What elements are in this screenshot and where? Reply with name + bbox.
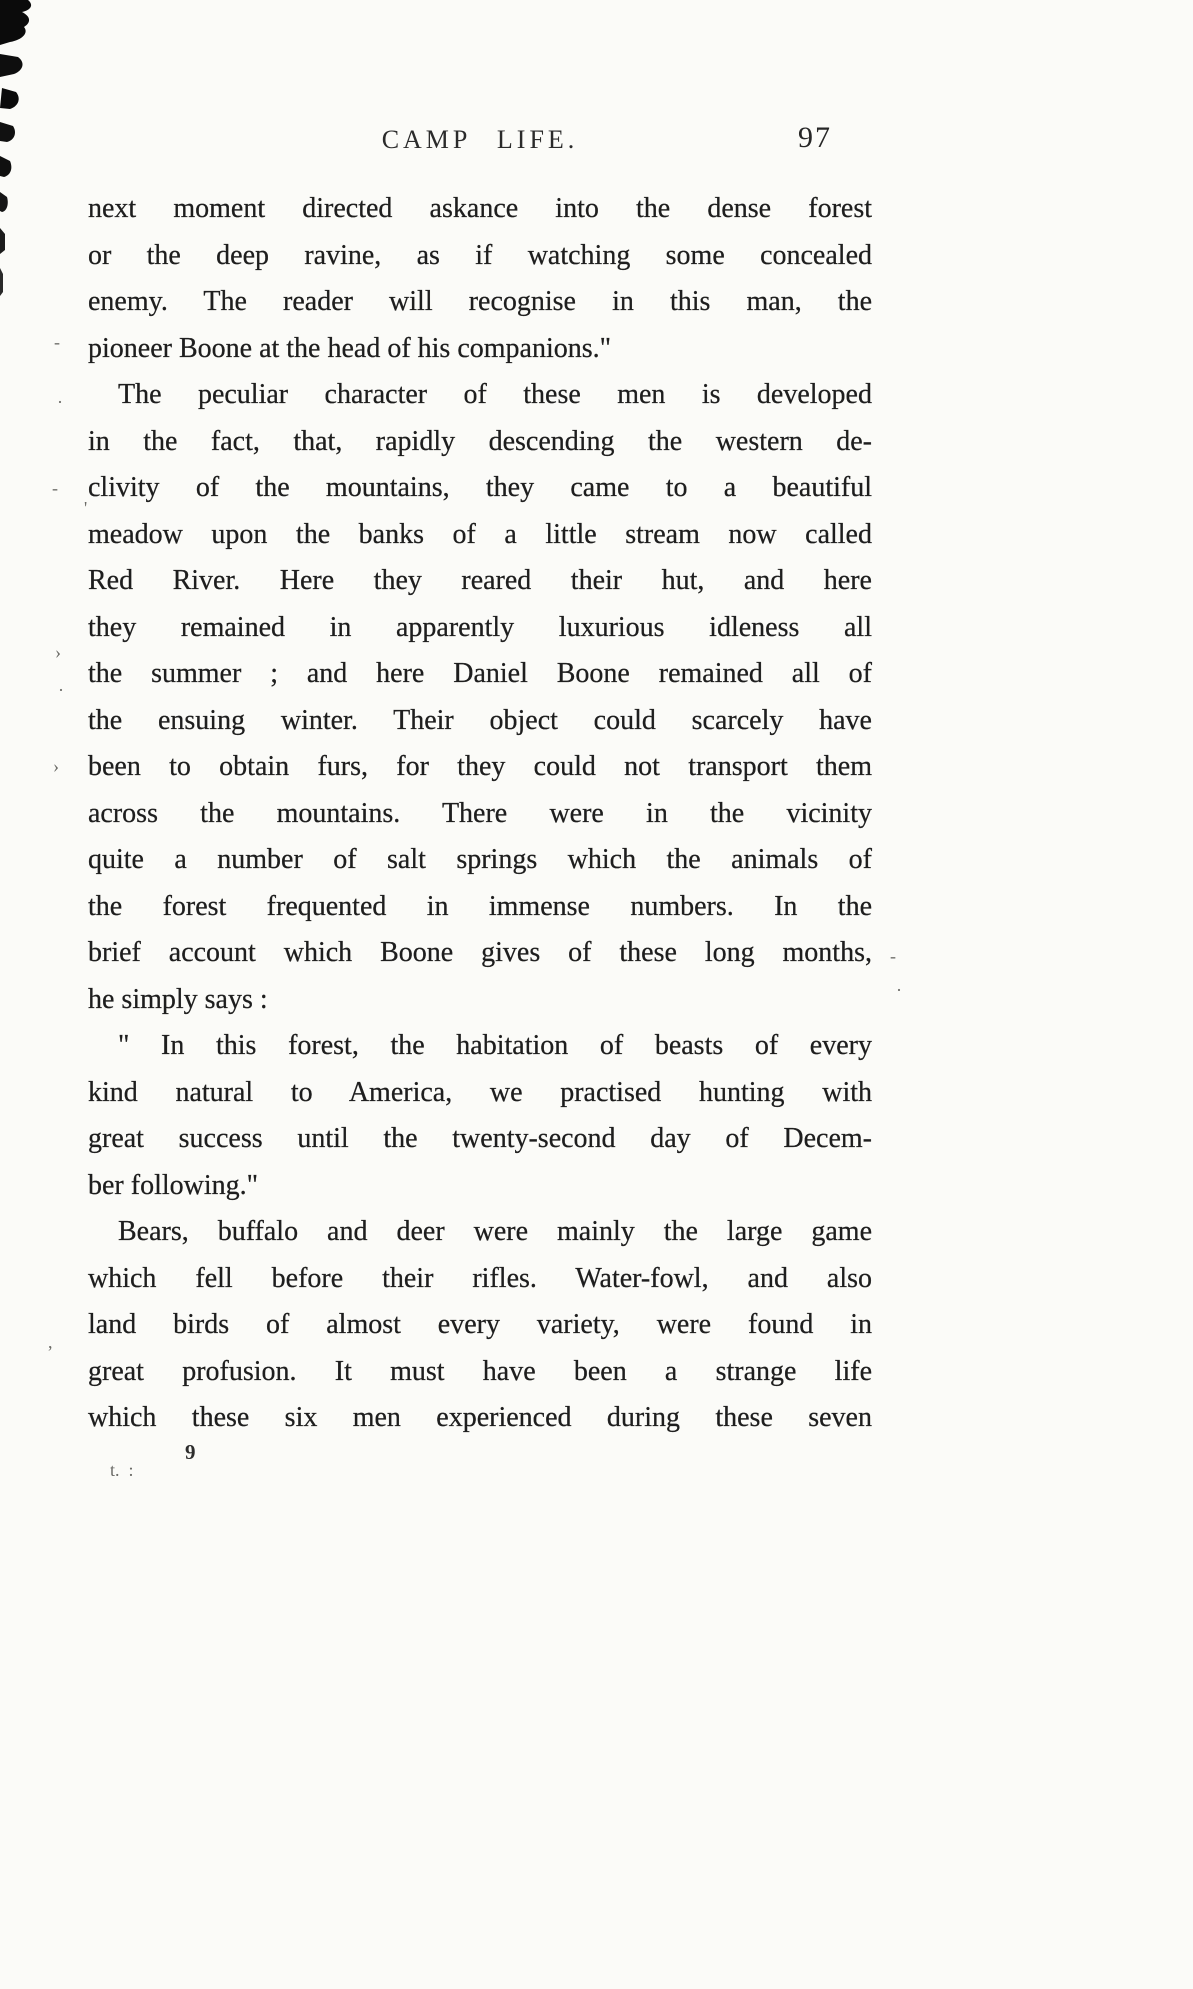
scan-artifact: · (58, 680, 64, 700)
text-line: brief account which Boone gives of these long months, (88, 937, 872, 968)
scan-artifact: - (890, 946, 896, 966)
scan-artifact: t. : (110, 1460, 134, 1480)
text-line: clivity of the mountains, they came to a beautiful (88, 472, 872, 503)
paragraph (88, 1209, 872, 1442)
binding-ink-marks (0, 0, 40, 320)
scan-artifact: · (57, 392, 63, 412)
paragraph (88, 372, 872, 1023)
scan-artifact: , (48, 1332, 53, 1352)
text-line: which fell before their rifles. Water-fowl, and also (88, 1262, 872, 1294)
text-line: in the fact, that, rapidly descending the western de- (88, 425, 872, 457)
scan-artifact: › (53, 756, 59, 776)
paragraph (88, 186, 872, 372)
scan-artifact: ' (84, 498, 88, 518)
text-line: great success until the twenty-second day of Decem- (88, 1123, 872, 1154)
signature-mark: 9 (185, 1440, 196, 1464)
text-line: or the deep ravine, as if watching some concealed (88, 239, 872, 271)
text-line: kind natural to America, we practised hunting with (88, 1076, 872, 1108)
text-line: which these six men experienced during these seven (88, 1402, 872, 1433)
text-line: been to obtain furs, for they could not transport them (88, 751, 872, 782)
scan-artifact: · (896, 980, 902, 1000)
text-line: they remained in apparently luxurious idleness all (88, 611, 872, 643)
scan-artifact: - (54, 332, 60, 352)
text-line: across the mountains. There were in the vicinity (88, 797, 872, 829)
text-line: The peculiar character of these men is developed (118, 379, 872, 410)
text-line: ber following." (88, 1169, 259, 1201)
text-line: great profusion. It must have been a strange life (88, 1355, 872, 1387)
text-line: next moment directed askance into the dense forest (88, 193, 872, 224)
text-line: the forest frequented in immense numbers. In the (88, 890, 872, 922)
text-line: he simply says : (88, 983, 268, 1015)
scan-artifact: › (55, 642, 61, 662)
text-line: quite a number of salt springs which the animals of (88, 844, 872, 875)
text-line: " In this forest, the habitation of beasts of every (118, 1030, 872, 1061)
text-line: the summer ; and here Daniel Boone remained all of (88, 658, 872, 689)
text-line: enemy. The reader will recognise in this man, the (88, 286, 872, 317)
page-number: 97 (798, 121, 832, 154)
page-header (88, 121, 872, 156)
text-line: the ensuing winter. Their object could scarcely have (88, 704, 872, 736)
text-line: Red River. Here they reared their hut, and here (88, 565, 872, 596)
text-line: meadow upon the banks of a little stream now called (88, 518, 872, 550)
paragraph (88, 1023, 872, 1209)
text-line: land birds of almost every variety, were found in (88, 1309, 872, 1340)
scan-artifact: - (52, 478, 58, 498)
text-block (88, 186, 872, 1442)
text-line: pioneer Boone at the head of his companions." (88, 332, 612, 364)
text-line: Bears, buffalo and deer were mainly the large game (118, 1216, 872, 1247)
running-head: CAMP LIFE. (381, 125, 579, 154)
